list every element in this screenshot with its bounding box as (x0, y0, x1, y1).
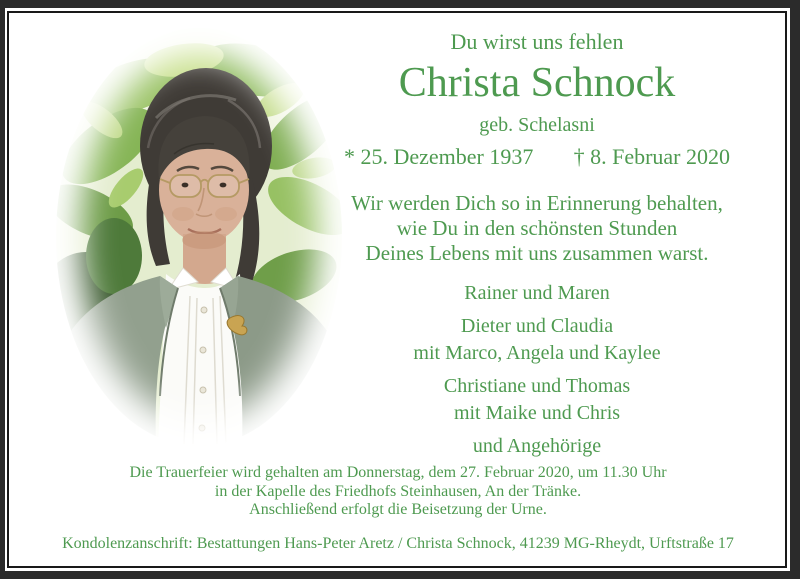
mourner-line: mit Maike und Chris (453, 402, 621, 424)
funeral-info (9, 464, 787, 520)
mourner-line: und Angehörige (472, 435, 602, 457)
mourner-line: Christiane und Thomas (443, 375, 631, 397)
portrait-photo (56, 28, 342, 446)
funeral-line: in der Kapelle des Friedhofs Steinhausen, An der Tränke. (214, 482, 582, 500)
notice-text-column (342, 0, 732, 460)
dates-row (342, 145, 732, 169)
memorial-line: wie Du in den schönsten Stunden (396, 216, 678, 240)
death-date: † 8. Februar 2020 (573, 144, 730, 169)
intro-text: Du wirst uns fehlen (450, 29, 624, 54)
portrait-illustration (56, 28, 342, 446)
mourner-line: Rainer und Maren (464, 282, 610, 304)
deceased-name: Christa Schnock (398, 60, 676, 106)
mourner-line: mit Marco, Angela und Kaylee (413, 342, 661, 364)
mourners-list (342, 280, 732, 460)
funeral-line: Die Trauerfeier wird gehalten am Donnerstag, dem 27. Februar 2020, um 11.30 Uhr (129, 464, 667, 481)
portrait-oval (56, 28, 342, 446)
memorial-line: Deines Lebens mit uns zusammen warst. (365, 241, 709, 265)
memorial-verse (342, 191, 732, 266)
condolence-address: Kondolenzanschrift: Bestattungen Hans-Peter Aretz / Christa Schnock, 41239 MG-Rheydt, Urftstraße 17 (62, 535, 734, 552)
maiden-name: geb. Schelasni (479, 114, 595, 136)
memorial-line: Wir werden Dich so in Erinnerung behalten, (351, 191, 723, 215)
birth-date: * 25. Dezember 1937 (344, 144, 534, 169)
funeral-line: Anschließend erfolgt die Beisetzung der Urne. (249, 501, 547, 518)
mourner-line: Dieter und Claudia (460, 315, 614, 337)
